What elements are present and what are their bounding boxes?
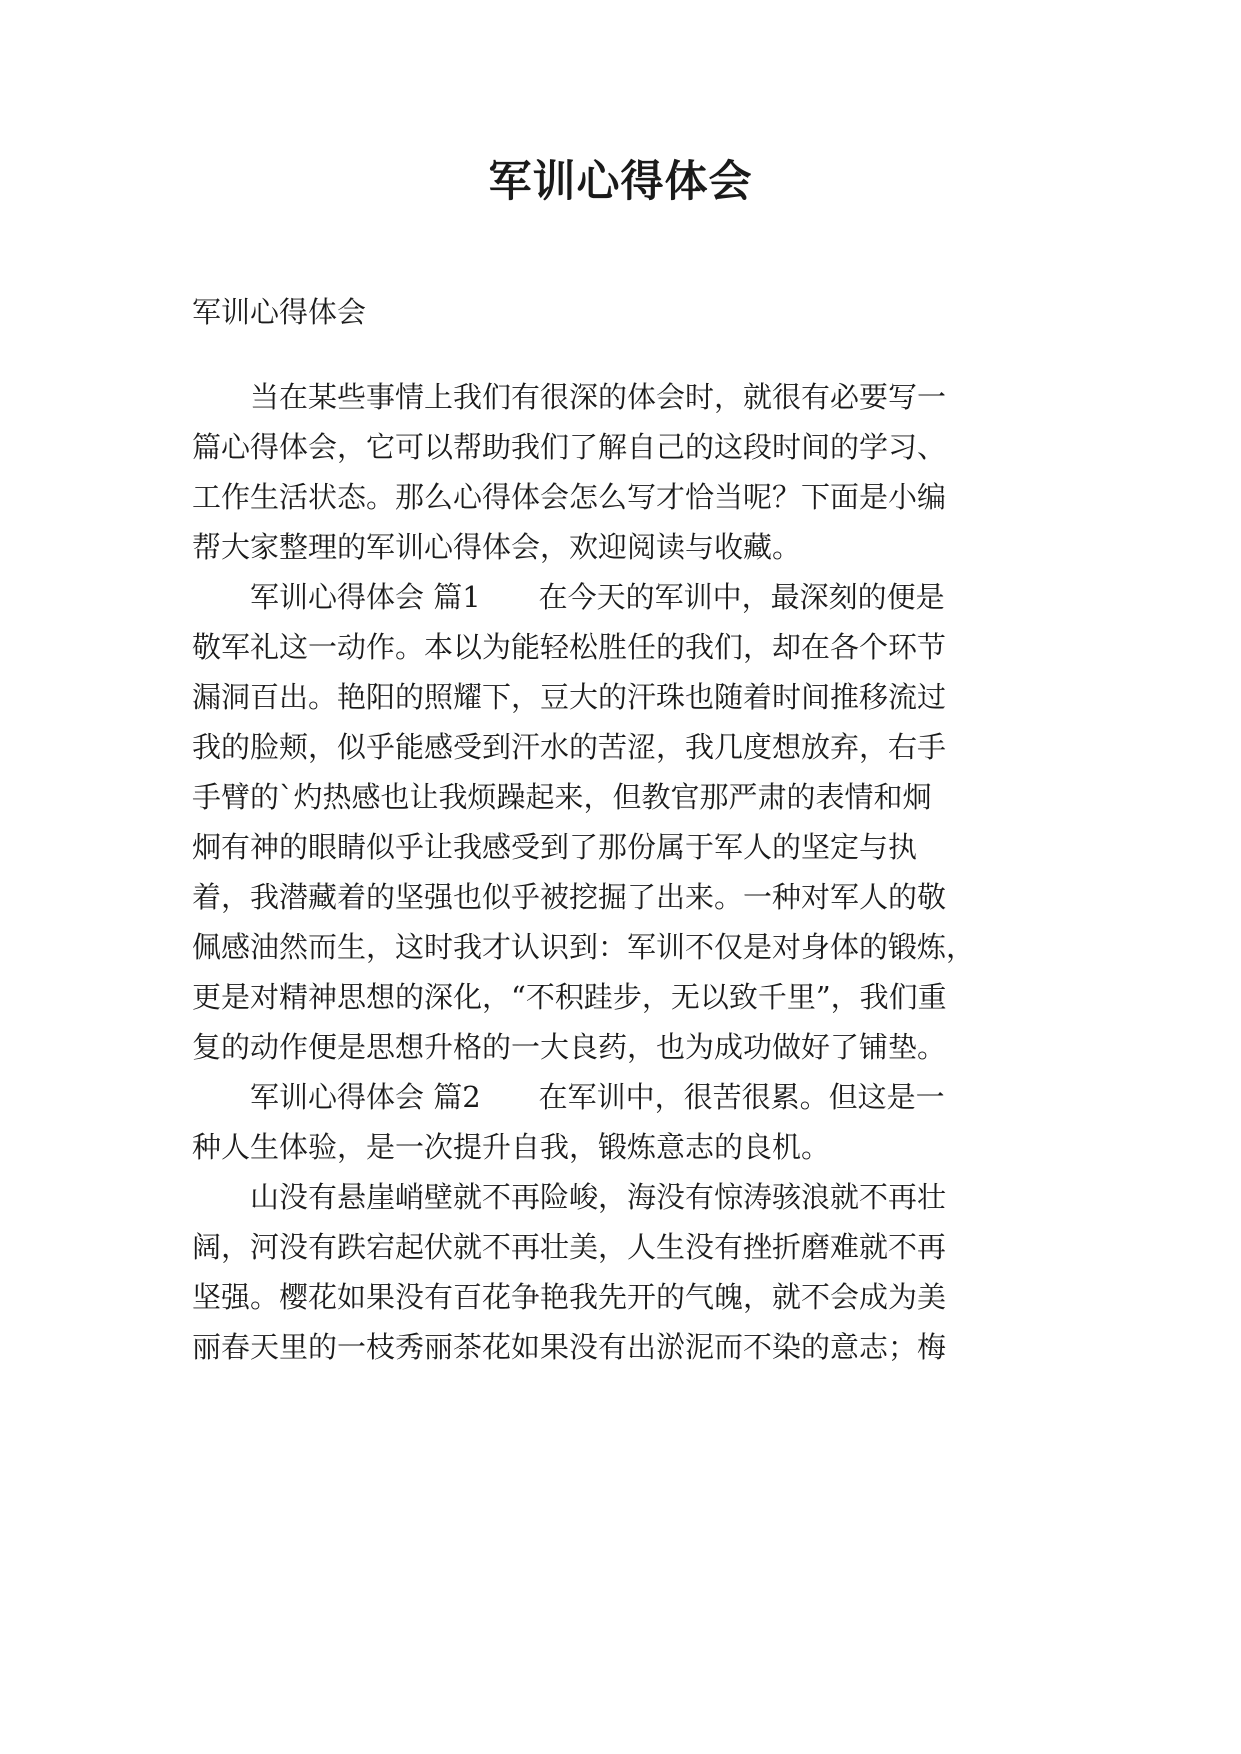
body-line: 我的脸颊，似乎能感受到汗水的苦涩，我几度想放弃，右手: [192, 730, 947, 764]
document-subtitle: 军训心得体会: [192, 295, 367, 329]
body-line: 漏洞百出。艳阳的照耀下，豆大的汗珠也随着时间推移流过: [192, 680, 947, 714]
body-line: 复的动作便是思想升格的一大良药，也为成功做好了铺垫。: [192, 1030, 947, 1064]
body-line: 阔，河没有跌宕起伏就不再壮美，人生没有挫折磨难就不再: [192, 1230, 947, 1264]
body-line: 军训心得体会 篇2 在军训中，很苦很累。但这是一: [192, 1080, 945, 1114]
body-line: 篇心得体会，它可以帮助我们了解自己的这段时间的学习、: [192, 430, 947, 464]
body-line: 佩感油然而生，这时我才认识到：军训不仅是对身体的锻炼，: [192, 930, 976, 964]
body-line: 手臂的`灼热感也让我烦躁起来，但教官那严肃的表情和炯: [192, 780, 932, 814]
body-line: 丽春天里的一枝秀丽茶花如果没有出淤泥而不染的意志；梅: [192, 1330, 947, 1364]
body-line: 更是对精神思想的深化，“不积跬步，无以致千里”，我们重: [192, 980, 947, 1014]
body-line: 帮大家整理的军训心得体会，欢迎阅读与收藏。: [192, 530, 802, 564]
document-title: 军训心得体会: [488, 157, 753, 207]
body-line: 着，我潜藏着的坚强也似乎被挖掘了出来。一种对军人的敬: [192, 880, 947, 914]
body-line: 山没有悬崖峭壁就不再险峻，海没有惊涛骇浪就不再壮: [192, 1180, 947, 1214]
body-line: 坚强。樱花如果没有百花争艳我先开的气魄，就不会成为美: [192, 1280, 947, 1314]
body-line: 当在某些事情上我们有很深的体会时，就很有必要写一: [192, 380, 947, 414]
body-line: 敬军礼这一动作。本以为能轻松胜任的我们，却在各个环节: [192, 630, 947, 664]
body-line: 工作生活状态。那么心得体会怎么写才恰当呢？下面是小编: [192, 480, 947, 514]
body-line: 军训心得体会 篇1 在今天的军训中，最深刻的便是: [192, 580, 945, 614]
body-line: 炯有神的眼睛似乎让我感受到了那份属于军人的坚定与执: [192, 830, 918, 864]
body-line: 种人生体验，是一次提升自我，锻炼意志的良机。: [192, 1130, 831, 1164]
